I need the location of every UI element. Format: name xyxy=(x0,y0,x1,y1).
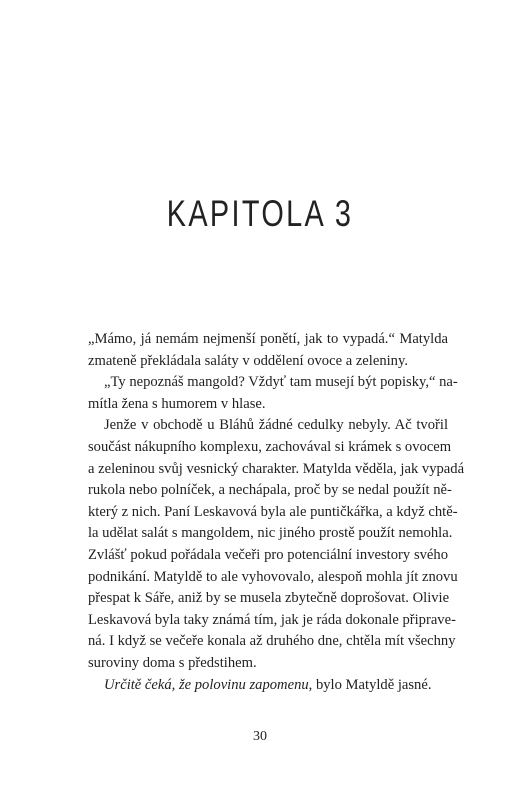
text-line: Zvlášť pokud pořádala večeři pro potenciální investory svého xyxy=(88,546,448,563)
text-line: zmateně překládala saláty v oddělení ovoce a zeleniny. xyxy=(88,352,408,369)
text-line: „Ty nepoznáš mangold? Vždyť tam musejí být popisky,“ na- xyxy=(104,374,458,391)
italic-thought: Určitě čeká, že polovinu zapomenu, xyxy=(104,676,313,693)
body-text xyxy=(88,329,465,696)
text-line: suroviny doma s předstihem. xyxy=(88,654,257,671)
text-line: přespat k Sáře, aniž by se musela zbytečně doprošovat. Olivie xyxy=(88,590,450,607)
text-line: součást nákupního komplexu, zachovával si krámek s ovocem xyxy=(88,438,452,455)
text-line: Leskavová byla taky známá tím, jak je ráda dokonale připrave- xyxy=(88,611,456,628)
text-line: mítla žena s humorem v hlase. xyxy=(88,395,266,412)
text-line: la udělat salát s mangoldem, nic jiného prostě použít nemohla. xyxy=(88,525,453,542)
text-line: a zeleninou svůj vesnický charakter. Matylda věděla, jak vypadá xyxy=(88,460,465,477)
text-line: který z nich. Paní Leskavová byla ale puntičkářka, a když chtě- xyxy=(88,503,458,520)
text-line: Jenže v obchodě u Bláhů žádné cedulky nebyly. Ač tvořil xyxy=(104,417,448,434)
text-line: ná. I když se večeře konala až druhého dne, chtěla mít všechny xyxy=(88,633,456,650)
text-line-tail: bylo Matyldě jasné. xyxy=(312,676,432,693)
text-line: podnikání. Matyldě to ale vyhovovalo, alespoň mohla jít znovu xyxy=(88,568,458,585)
text-line-italic-ending xyxy=(88,675,448,697)
text-line: rukola nebo polníček, a nechápala, proč by se nedal použít ně- xyxy=(88,482,452,499)
chapter-title: KAPITOLA 3 xyxy=(166,193,354,234)
page-number: 30 xyxy=(253,729,267,744)
text-line: „Mámo, já nemám nejmenší ponětí, jak to vypadá.“ Matylda xyxy=(88,331,448,347)
